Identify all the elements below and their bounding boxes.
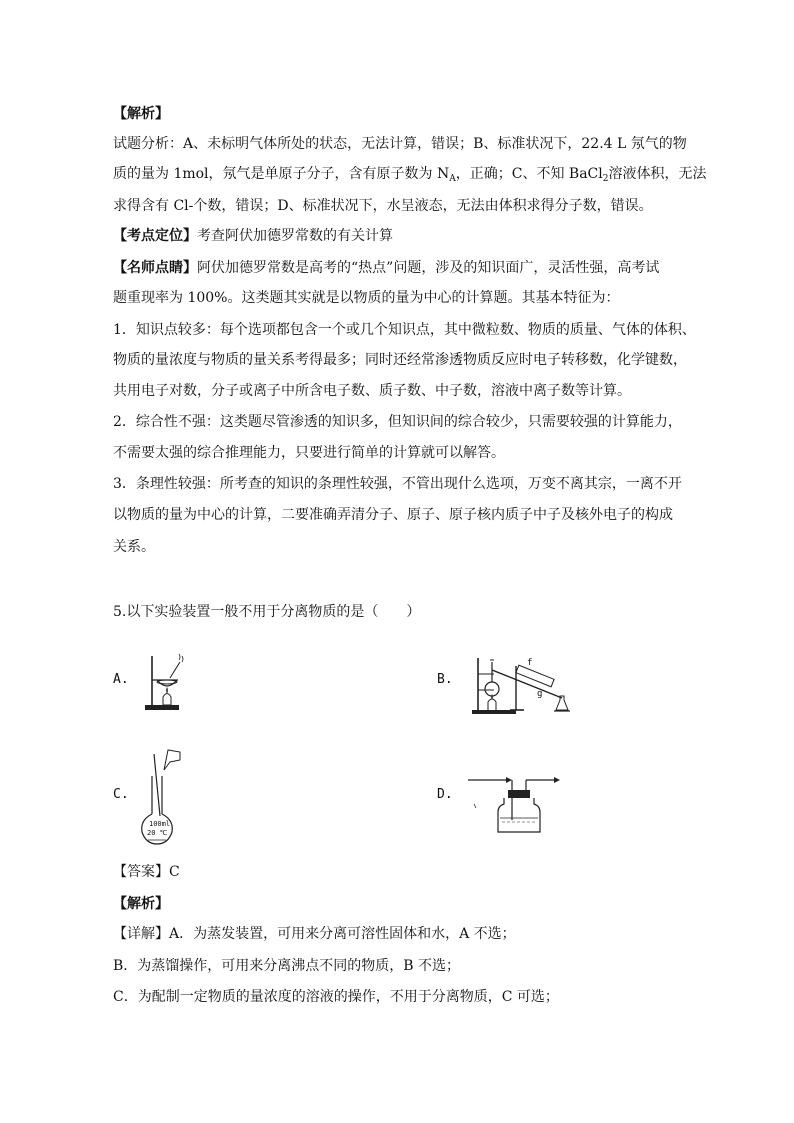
mingshi-line-10: 关系。 — [113, 539, 155, 555]
analysis-line-3: 求得含有 Cl-个数，错误；D、标准状况下，水呈液态，无法由体积求得分子数，错误。 — [113, 198, 653, 214]
analysis-line-2-c: 溶液体积，无法 — [608, 166, 707, 182]
analysis2-heading: 【解析】 — [113, 896, 169, 912]
kaodian-text: 考查阿伏加德罗常数的有关计算 — [197, 228, 393, 244]
figure-b-distillation — [470, 654, 580, 716]
bacl2-subscript: 2 — [602, 174, 609, 184]
mingshi-line-4: 物质的量浓度与物质的量关系考得最多；同时还经常渗透物质反应时电子转移数，化学键数， — [113, 352, 687, 368]
kaodian-line — [113, 226, 393, 246]
figure-b-label-f: f — [527, 658, 533, 668]
analysis-line-1: 试题分析：A、未标明气体所处的状态，无法计算，错误；B、标准状况下，22.4 L 氖气的物 — [113, 136, 687, 152]
mingshi-line-8: 3．条理性较强：所考查的知识的条理性较强，不管出现什么选项，万变不离其宗，一离不开 — [113, 476, 682, 492]
figure-b-label-g: g — [537, 689, 543, 699]
analysis-line-2 — [113, 164, 706, 184]
analysis-heading: 【解析】 — [113, 106, 169, 122]
mingshi-label: 【名师点睛】 — [113, 260, 197, 276]
option-a-label: A. — [113, 672, 129, 687]
question-stem: 5.以下实验装置一般不用于分离物质的是（ ） — [113, 604, 421, 620]
figure-c-label-100ml: 100ml — [149, 820, 171, 828]
figure-d-gas-washing-bottle — [462, 770, 572, 836]
answer-line: 【答案】C — [113, 864, 180, 880]
mingshi-text-1: 阿伏加德罗常数是高考的“热点”问题，涉及的知识面广，灵活性强，高考试 — [197, 260, 660, 276]
figure-a-evaporation — [140, 650, 190, 712]
analysis2-line-3: C．为配制一定物质的量浓度的溶液的操作，不用于分离物质，C 可选； — [113, 989, 559, 1005]
option-d-label: D. — [437, 787, 453, 802]
avogadro-subscript: A — [449, 174, 456, 184]
mingshi-line-2: 题重现率为 100%。这类题其实就是以物质的量为中心的计算题。其基本特征为： — [113, 290, 620, 306]
analysis2-line-1: 【详解】A．为蒸发装置，可用来分离可溶性固体和水，A 不选； — [113, 926, 516, 942]
figure-c-label-20c: 20 ℃ — [147, 829, 168, 837]
option-b-label: B. — [437, 672, 453, 687]
mingshi-line-6: 2．综合性不强：这类题尽管渗透的知识多，但知识间的综合较少，只需要较强的计算能力， — [113, 414, 682, 430]
mingshi-line-5: 共用电子对数，分子或离子中所含电子数、质子数、中子数，溶液中离子数等计算。 — [113, 383, 631, 399]
analysis2-line-2: B．为蒸馏操作，可用来分离沸点不同的物质，B 不选； — [113, 958, 461, 974]
mingshi-line-7: 不需要太强的综合推理能力，只要进行简单的计算就可以解答。 — [113, 445, 505, 461]
mingshi-line-9: 以物质的量为中心的计算，二要准确弄清分子、原子、原子核内质子中子及核外电子的构成 — [113, 507, 673, 523]
option-c-label: C. — [113, 787, 129, 802]
mingshi-line-1 — [113, 258, 659, 278]
kaodian-label: 【考点定位】 — [113, 228, 197, 244]
analysis-line-2-b: ，正确；C、不知 BaCl — [455, 166, 603, 182]
analysis-line-2-a: 质的量为 1mol，氖气是单原子分子，含有原子数为 N — [113, 166, 450, 182]
mingshi-line-3: 1．知识点较多：每个选项都包含一个或几个知识点，其中微粒数、物质的质量、气体的体积、 — [113, 322, 696, 338]
